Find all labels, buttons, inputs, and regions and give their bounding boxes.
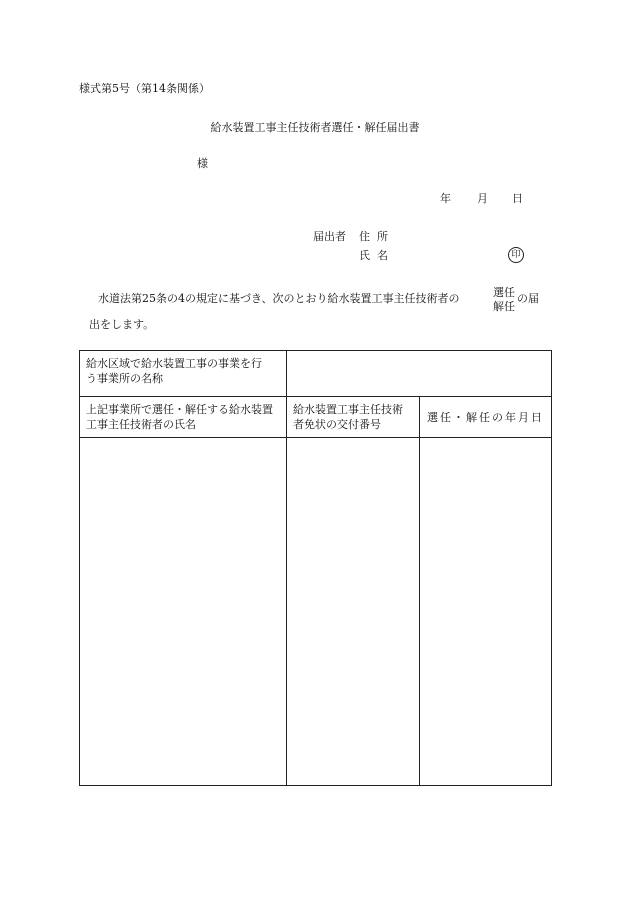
option-dismiss: 解任 — [493, 300, 515, 313]
form-number: 様式第5号（第14条関係） — [79, 82, 210, 95]
engineer-name-header: 上記事業所で選任・解任する給水装置 工事主任技術者の氏名 — [80, 397, 287, 438]
appointment-date-header: 選任・解任の年月日 — [420, 397, 552, 438]
engineer-name-field[interactable] — [80, 438, 287, 786]
option-appoint: 選任 — [493, 286, 515, 299]
date-month-label: 月 — [477, 192, 488, 205]
body-text-line1: 水道法第25条の4の規定に基づき、次のとおり給水装置工事主任技術者の — [98, 292, 460, 305]
applicant-label: 届出者 — [313, 230, 346, 243]
document-title: 給水装置工事主任技術者選任・解任届出書 — [210, 121, 420, 134]
office-name-field[interactable] — [287, 351, 552, 397]
notification-table — [79, 350, 552, 786]
license-number-field[interactable] — [287, 438, 420, 786]
appoint-dismiss-choice — [493, 286, 515, 314]
address-label: 住所 — [359, 230, 395, 243]
appointment-date-field[interactable] — [420, 438, 552, 786]
addressee-suffix: 様 — [197, 157, 208, 170]
office-row — [80, 351, 552, 397]
date-year-label: 年 — [440, 192, 451, 205]
body-text-line2: 出をします。 — [89, 318, 155, 331]
license-number-header: 給水装置工事主任技術 者免状の交付番号 — [287, 397, 420, 438]
office-name-label: 給水区域で給水装置工事の事業を行 う事業所の名称 — [80, 351, 287, 397]
date-day-label: 日 — [512, 192, 523, 205]
header-row — [80, 397, 552, 438]
body-text-line1-end: の届 — [517, 292, 539, 305]
name-label: 氏名 — [359, 249, 395, 262]
seal-mark-icon: 印 — [508, 247, 524, 263]
table-row — [80, 438, 552, 786]
